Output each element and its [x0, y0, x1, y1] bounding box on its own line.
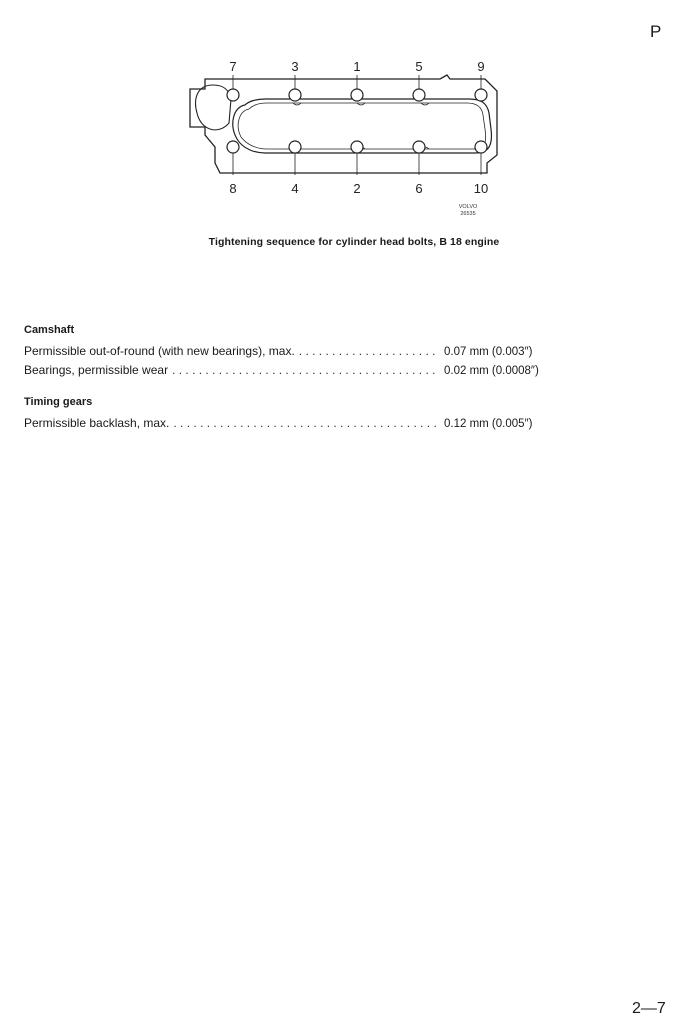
bolt-label-top-1: 7	[229, 59, 237, 74]
leader-dots	[299, 344, 438, 358]
section-title-timing-gears: Timing gears	[24, 396, 93, 408]
spec-row-camshaft-out-of-round	[24, 344, 564, 360]
spec-label: Permissible backlash, max.	[24, 416, 170, 430]
bolt-label-top-2: 3	[291, 59, 299, 74]
spec-label: Permissible out-of-round (with new bearings), max.	[24, 344, 295, 358]
bolt-label-top-3: 1	[353, 59, 361, 74]
bolt-label-bottom-1: 8	[229, 181, 237, 196]
spec-value: 0.12 mm (0.005″)	[444, 418, 533, 430]
diagram-brand-mark: VOLVO	[458, 204, 478, 210]
bolt-label-bottom-2: 4	[291, 181, 299, 196]
cylinder-head-bolt-diagram	[185, 55, 505, 225]
section-title-camshaft: Camshaft	[24, 324, 75, 336]
bolt-label-top-5: 9	[477, 59, 485, 74]
spec-value: 0.07 mm (0.003″)	[444, 346, 533, 358]
diagram-figure-number: 26535	[460, 211, 476, 217]
leader-dots	[172, 363, 438, 377]
spec-row-timing-gears-backlash	[24, 416, 564, 432]
bottom-bolt-row	[227, 141, 487, 175]
spec-row-camshaft-bearing-wear	[24, 363, 564, 379]
cylinder-head-outline	[185, 55, 505, 225]
page-number: 2—7	[632, 1000, 666, 1017]
page-section-letter: P	[650, 22, 662, 41]
leader-dots	[173, 416, 438, 430]
spec-label: Bearings, permissible wear	[24, 363, 169, 377]
bolt-label-top-4: 5	[415, 59, 423, 74]
diagram-caption: Tightening sequence for cylinder head bolts, B 18 engine	[208, 236, 500, 248]
bolt-label-bottom-5: 10	[473, 181, 489, 196]
bolt-label-bottom-3: 2	[353, 181, 361, 196]
spec-value: 0.02 mm (0.0008″)	[444, 365, 539, 377]
bolt-label-bottom-4: 6	[415, 181, 423, 196]
